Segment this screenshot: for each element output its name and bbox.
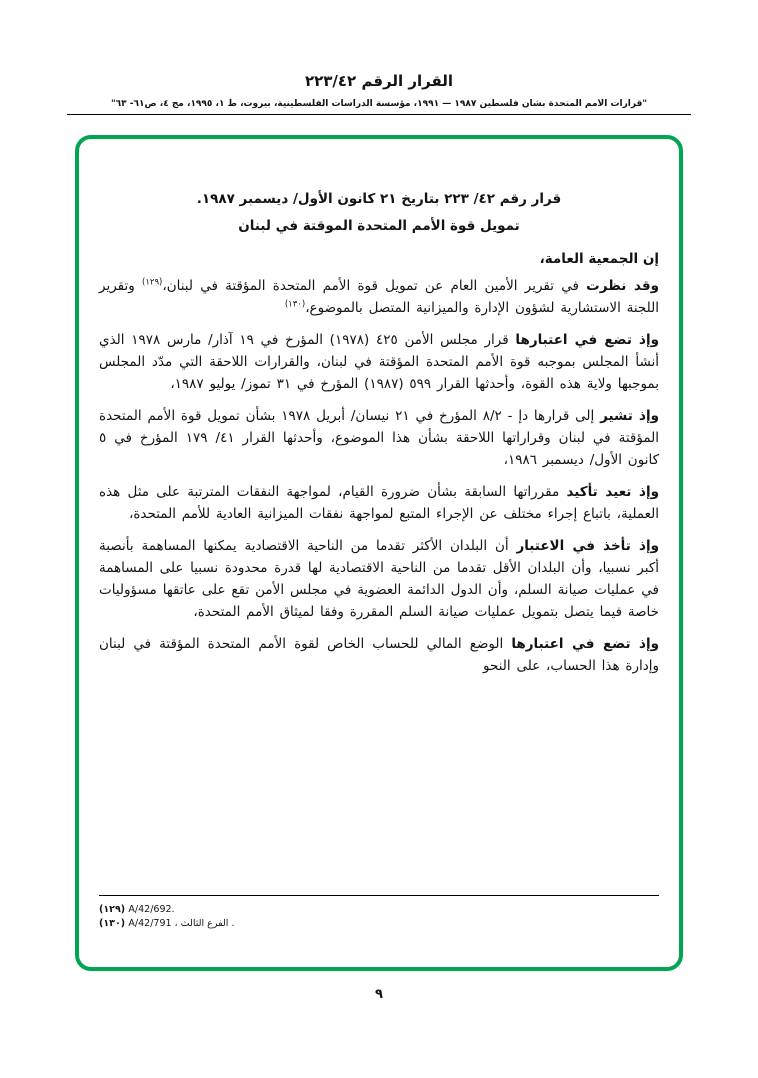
paragraph: وإذ تشير إلى قرارها دإ - ٨/٢ المؤرخ في ٢١ نيسان/ أبريل ١٩٧٨ بشأن تمويل قوة الأمم المتحدة المؤقتة في لبنان وقراراتها اللاحقة بشأن هذا الموضوع، وأحدثها القرار ٤١/ ١٧٩ المؤرخ في ٥ كانون الأول/ ديسمبر ١٩٨٦، — [99, 408, 660, 468]
footnote-ref: (١٢٩) — [141, 277, 163, 288]
footnote-text: A/42/692. — [128, 904, 175, 915]
page-header — [0, 0, 758, 115]
footnote-marker: (١٢٩) — [99, 904, 129, 915]
footnote — [99, 917, 659, 931]
paragraph-lead: وقد نظرت — [586, 278, 659, 294]
paragraph: وإذ تضع في اعتبارها قرار مجلس الأمن ٤٢٥ (١٩٧٨) المؤرخ في ١٩ آذار/ مارس ١٩٧٨ الذي أنشأ المجلس بموجبه قوة الأمم المتحدة المؤقتة في لبنان، والقرارات اللاحقة التي مدّد المجلس بموجبها ولاية هذه القوة، وأحدثها القرار ٥٩٩ (١٩٨٧) المؤرخ في ٣١ تموز/ يوليو ١٩٨٧، — [99, 332, 659, 392]
page-header-title: القرار الرقم ٢٢٣/٤٢ — [304, 72, 454, 90]
source-citation: "قرارات الأمم المتحدة بشأن فلسطين ١٩٨٧ — ١٩٩١، مؤسسة الدراسات الفلسطينية، بيروت، ط ١، ١٩٩٥، مج ٤، ص٦١- ٦٣" — [67, 99, 691, 115]
paragraph-lead: وإذ تضع في اعتبارها — [511, 636, 659, 652]
paragraph-lead: وإذ تأخذ في الاعتبار — [516, 538, 659, 554]
page-number: ٩ — [375, 987, 383, 1002]
footnote-text: A/42/791 ، الفرع الثالث . — [128, 918, 235, 929]
paragraph-lead: وإذ تعيد تأكيد — [566, 484, 659, 500]
resolution-subtitle: تمويل قوة الأمم المتحدة الموقتة في لبنان — [238, 218, 520, 234]
resolution-title: قرار رقم ٤٢/ ٢٢٣ بتاريخ ٢١ كانون الأول/ ديسمبر ١٩٨٧. — [196, 191, 562, 207]
footnote-marker: (١٣٠) — [99, 918, 129, 929]
paragraph: وإذ تأخذ في الاعتبار أن البلدان الأكثر تقدما من الناحية الاقتصادية يمكنها المساهمة بأنصبة أكبر نسبيا، وأن البلدان الأقل تقدما من الناحية الاقتصادية لها قدرة محدودة نسبيا على المساهمة في عمليات صيانة السلم، وأن الدول الدائمة العضوية في مجلس الأمن تقع على عاتقها مسؤوليات خاصة فيما يتصل بتمويل عمليات صيانة السلم المقررة وفقا لميثاق الأمم المتحدة، — [99, 538, 659, 620]
footnote — [99, 903, 659, 917]
paragraph: وإذ تعيد تأكيد مقرراتها السابقة بشأن ضرورة القيام، لمواجهة النفقات المترتبة على مثل هذه العملية، باتباع إجراء مختلف عن الإجراء المتبع لمواجهة نفقات الميزانية العادية للأمم المتحدة، — [99, 484, 659, 522]
footnotes-list — [99, 903, 659, 931]
footnotes-section — [99, 895, 659, 931]
footnote-ref: (١٣٠) — [284, 299, 306, 310]
document-frame — [75, 135, 683, 971]
document-paragraphs — [99, 275, 659, 677]
paragraph: وقد نظرت في تقرير الأمين العام عن تمويل قوة الأمم المتحدة المؤقتة في لبنان،$^{(١٢٩)}$ وتقرير اللجنة الاستشارية لشؤون الإدارة والميزانية المتصل بالموضوع،$^{(١٣٠)}$ — [99, 277, 659, 316]
paragraph: وإذ تضع في اعتبارها الوضع المالي للحساب الخاص لقوة الأمم المتحدة المؤقتة في لبنان وإدارة هذا الحساب، على النحو — [99, 636, 659, 674]
footnote-separator — [99, 895, 659, 896]
paragraph-lead: وإذ تضع في اعتبارها — [515, 332, 659, 348]
opening-line: إن الجمعية العامة، — [539, 251, 659, 267]
paragraph-lead: وإذ تشير — [600, 408, 659, 424]
